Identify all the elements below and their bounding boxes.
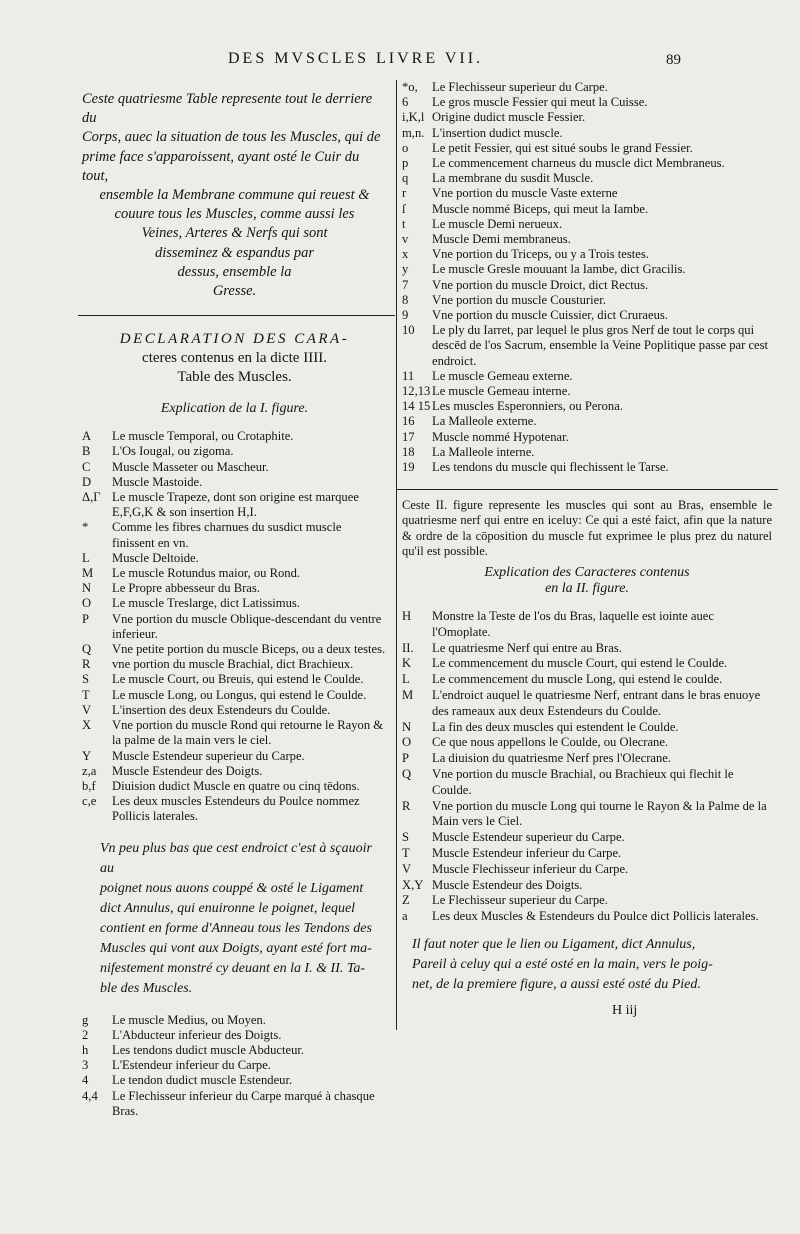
legend-key: 17	[402, 429, 415, 444]
legend-key: O	[402, 735, 412, 750]
legend-text: Le muscle Gemeau externe.	[432, 368, 573, 383]
right-column	[402, 80, 772, 995]
legend-text: Muscle Demi membraneus.	[432, 232, 571, 247]
legend-text: L'Os Iougal, ou zigoma.	[112, 444, 234, 459]
note-line: nifestement monstré cy deuant en la I. & II. Ta-	[100, 960, 366, 976]
legend-text: Muscle Estendeur superieur du Carpe.	[432, 830, 625, 845]
legend-entry	[402, 862, 772, 878]
legend-entry	[82, 1028, 387, 1043]
legend-entry	[402, 217, 772, 232]
legend-key: C	[82, 459, 91, 474]
legend-entry	[82, 703, 387, 718]
intro-line: Gresse.	[212, 283, 257, 300]
intro-line: prime face s'apparoissent, ayant osté le Cuir du tout,	[82, 148, 360, 184]
legend-text: Vne portion du muscle Cousturier.	[432, 292, 606, 307]
legend-key: R	[402, 798, 411, 813]
legend-text: Le muscle Gresle mouuant la Iambe, dict Gracilis.	[432, 262, 686, 277]
legend-entry	[402, 720, 772, 736]
declaration-title	[82, 330, 387, 387]
legend-key: K	[402, 656, 412, 671]
legend-key: Q	[82, 642, 92, 657]
legend-key: *	[82, 520, 89, 535]
legend-text: Le muscle Court, ou Breuis, qui estend le Coulde.	[112, 672, 364, 687]
legend-text: La membrane du susdit Muscle.	[432, 171, 594, 186]
legend-entry	[402, 262, 772, 277]
legend-entry	[402, 247, 772, 262]
intro-line: disseminez & espandus par	[154, 244, 315, 261]
legend-entry	[402, 688, 772, 720]
legend-entry	[402, 414, 772, 429]
legend-key: D	[82, 474, 92, 489]
legend-key: a	[402, 909, 408, 924]
legend-text: L'Abducteur inferieur des Doigts.	[112, 1027, 282, 1042]
legend-key: x	[402, 247, 409, 262]
legend-entry	[402, 445, 772, 460]
legend-key: M	[402, 688, 414, 703]
legend-text: Le muscle Long, ou Longus, qui estend le Coulde.	[112, 687, 367, 702]
legend-key: Δ,Γ	[82, 490, 101, 505]
legend-text: Le commencement du muscle Long, qui estend le coulde.	[432, 672, 723, 687]
legend-entry	[82, 612, 387, 642]
legend-text: Le muscle Medius, ou Moyen.	[112, 1012, 266, 1027]
legend-text: La fin des deux muscles qui estendent le Coulde.	[432, 719, 679, 734]
legend-key: 4	[82, 1073, 89, 1088]
note-line: ble des Muscles.	[100, 980, 193, 996]
table-intro	[82, 90, 387, 301]
legend-entry	[402, 878, 772, 894]
legend-key: q	[402, 171, 409, 186]
intro-line: dessus, ensemble la	[177, 263, 292, 280]
legend-entry	[402, 278, 772, 293]
legend-entry	[402, 95, 772, 110]
legend-entry	[402, 323, 772, 369]
signature-mark: H iij	[612, 1003, 638, 1018]
legend-key: 12,13	[402, 384, 431, 399]
legend-text: Le quatriesme Nerf qui entre au Bras.	[432, 640, 622, 655]
legend-text: Les deux muscles Estendeurs du Poulce nommez Pollicis laterales.	[112, 794, 360, 824]
legend-entry	[402, 767, 772, 799]
legend-key: g	[82, 1012, 89, 1027]
legend-entry	[402, 369, 772, 384]
legend-entry	[402, 751, 772, 767]
legend-text: Le muscle Treslarge, dict Latissimus.	[112, 596, 300, 611]
figure1-legend-right	[402, 80, 772, 475]
legend-key: H	[402, 609, 412, 624]
legend-text: Vne petite portion du muscle Biceps, ou a deux testes.	[112, 642, 386, 657]
legend-key: 8	[402, 292, 409, 307]
legend-key: 10	[402, 323, 415, 338]
legend-text: Les tendons du muscle qui flechissent le Tarse.	[432, 460, 669, 475]
final-note-line: net, de la premiere figure, a aussi esté osté du Pied.	[412, 977, 701, 993]
legend-text: Muscle nommé Biceps, qui meut la Iambe.	[432, 201, 649, 216]
legend-key: L	[82, 550, 90, 565]
legend-key: O	[82, 596, 92, 611]
legend-text: Le gros muscle Fessier qui meut la Cuisse.	[432, 95, 648, 110]
legend-text: L'insertion des deux Estendeurs du Coulde.	[112, 702, 331, 717]
note-line: poignet nous auons couppé & osté le Ligament	[100, 880, 364, 896]
legend-entry	[82, 779, 387, 794]
legend-text: Muscle Masseter ou Mascheur.	[112, 459, 269, 474]
legend-entry	[402, 460, 772, 475]
legend-entry	[82, 718, 387, 748]
legend-text: Le muscle Rotundus maior, ou Rond.	[112, 566, 301, 581]
legend-text: Ce que nous appellons le Coulde, ou Olecrane.	[432, 735, 669, 750]
legend-key: L	[402, 672, 410, 687]
final-note-line: Il faut noter que le lien ou Ligament, dict Annulus,	[412, 937, 696, 953]
note-line: dict Annulus, qui enuironne le poignet, lequel	[100, 900, 356, 916]
intro-line: Veines, Arteres & Nerfs qui sont	[141, 225, 328, 242]
legend-entry	[82, 566, 387, 581]
legend-key: Y	[82, 748, 92, 763]
legend-key: h	[82, 1042, 89, 1057]
legend-text: La Malleole externe.	[432, 414, 537, 429]
intro-line: Corps, auec la situation de tous les Muscles, qui de	[82, 129, 381, 146]
legend-entry	[82, 581, 387, 596]
legend-entry	[82, 551, 387, 566]
intro-line: ensemble la Membrane commune qui reuest &	[99, 187, 370, 204]
legend-key: 14 15	[402, 399, 431, 414]
legend-text: Vne portion du muscle Cuissier, dict Cruraeus.	[432, 308, 668, 323]
legend-text: Diuision dudict Muscle en quatre ou cinq tēdons.	[112, 778, 360, 793]
legend-text: Le muscle Gemeau interne.	[432, 384, 571, 399]
legend-text: Les muscles Esperonniers, ou Perona.	[432, 399, 623, 414]
legend-entry	[402, 399, 772, 414]
legend-key: Q	[402, 767, 412, 782]
legend-text: Le ply du Iarret, par lequel le plus gros Nerf de tout le corps qui descēd de l'os Sacrum, ensemble la Veine Poplitique passe par cest endroict.	[432, 323, 769, 368]
legend-key: r	[402, 186, 407, 201]
legend-key: B	[82, 444, 91, 459]
figure2-description: Ceste II. figure represente les muscles qui sont au Bras, ensemble le quatriesme nerf qui entre en iceluy: Ce qui a esté faict, afin que la nature & ordre de la cōposition du muscle fut exprimee le plus prez du naturel qu'il est possible.	[402, 498, 772, 558]
legend-entry	[82, 444, 387, 459]
legend-entry	[82, 688, 387, 703]
legend-text: Muscle Deltoide.	[112, 550, 199, 565]
ligament-note	[100, 839, 387, 999]
note-line: Muscles qui vont aux Doigts, ayant esté fort ma-	[100, 940, 372, 956]
legend-text: Muscle Mastoide.	[112, 474, 203, 489]
legend-key: 3	[82, 1058, 89, 1073]
legend-entry	[402, 830, 772, 846]
running-title: DES MVSCLES LIVRE VII.	[228, 50, 484, 67]
legend-text: Origine dudict muscle Fessier.	[432, 110, 586, 125]
figure2-subtitle	[402, 565, 772, 597]
legend-text: Muscle Flechisseur inferieur du Carpe.	[432, 861, 629, 876]
legend-text: Le muscle Trapeze, dont son origine est marquee E,F,G,K & son insertion H,I.	[112, 490, 359, 520]
legend-entry	[82, 657, 387, 672]
legend-key: P	[402, 751, 410, 766]
legend-text: L'Estendeur inferieur du Carpe.	[112, 1058, 271, 1073]
legend-key: S	[402, 830, 410, 845]
legend-key: v	[402, 232, 409, 247]
legend-key: z,a	[82, 763, 97, 778]
legend-key: c,e	[82, 794, 97, 809]
legend-key: N	[402, 719, 412, 734]
legend-entry	[82, 642, 387, 657]
legend-entry	[402, 141, 772, 156]
declaration-title-line: DECLARATION DES CARA-	[119, 331, 350, 348]
legend-entry	[402, 293, 772, 308]
legend-key: II.	[402, 640, 414, 655]
legend-entry	[402, 171, 772, 186]
legend-text: Comme les fibres charnues du susdict muscle finissent en vn.	[112, 520, 342, 550]
legend-entry	[402, 846, 772, 862]
column-divider	[396, 80, 397, 1030]
legend-text: Le commencement charneus du muscle dict Membraneus.	[432, 156, 725, 171]
legend-key: 16	[402, 414, 415, 429]
legend-text: Les tendons dudict muscle Abducteur.	[112, 1042, 305, 1057]
legend-entry	[82, 1058, 387, 1073]
legend-key: N	[82, 581, 92, 596]
legend-text: Vne portion du muscle Droict, dict Rectus.	[432, 277, 649, 292]
legend-entry	[82, 1043, 387, 1058]
intro-line: couure tous les Muscles, comme aussi les	[114, 206, 355, 223]
legend-key: 6	[402, 95, 409, 110]
section-rule	[396, 489, 778, 490]
legend-text: Le petit Fessier, qui est situé soubs le grand Fessier.	[432, 140, 693, 155]
legend-text: Le muscle Temporal, ou Crotaphite.	[112, 429, 294, 444]
legend-entry	[402, 186, 772, 201]
legend-key: i,K,l	[402, 110, 425, 125]
legend-key: 7	[402, 277, 409, 292]
figure2-subtitle-line: en la II. figure.	[545, 581, 629, 597]
legend-key: b,f	[82, 778, 96, 793]
declaration-title-line: cteres contenus en la dicte IIII.	[142, 350, 327, 367]
intro-line: Ceste quatriesme Table represente tout le derriere du	[82, 91, 373, 127]
legend-key: X,Y	[402, 877, 424, 892]
legend-entry	[402, 909, 772, 925]
legend-entry	[82, 764, 387, 779]
legend-key: 18	[402, 444, 415, 459]
figure2-legend	[402, 609, 772, 925]
legend-text: Le Propre abbesseur du Bras.	[112, 581, 260, 596]
legend-key: T	[402, 846, 410, 861]
legend-text: L'endroict auquel le quatriesme Nerf, entrant dans le bras enuoye des rameaux aux deux Estendeurs du Coulde.	[432, 688, 761, 718]
legend-entry	[402, 80, 772, 95]
legend-text: Muscle Estendeur des Doigts.	[432, 877, 583, 892]
legend-key: 11	[402, 368, 415, 383]
legend-entry	[402, 110, 772, 125]
legend-entry	[402, 202, 772, 217]
legend-text: Vne portion du Triceps, ou y a Trois testes.	[432, 247, 649, 262]
legend-entry	[402, 156, 772, 171]
legend-key: M	[82, 566, 94, 581]
legend-entry	[402, 384, 772, 399]
legend-key: t	[402, 216, 406, 231]
section-rule	[78, 315, 395, 316]
legend-key: *o,	[402, 80, 418, 94]
legend-entry	[402, 656, 772, 672]
legend-key: R	[82, 657, 91, 672]
page-number: 89	[666, 52, 681, 68]
page-header	[0, 50, 800, 74]
legend-text: Le commencement du muscle Court, qui estend le Coulde.	[432, 656, 728, 671]
legend-key: V	[82, 702, 92, 717]
legend-key: A	[82, 429, 92, 444]
final-note	[412, 935, 772, 995]
legend-key: P	[82, 611, 90, 626]
legend-text: Vne portion du muscle Vaste externe	[432, 186, 618, 201]
legend-entry	[82, 749, 387, 764]
legend-entry	[402, 430, 772, 445]
legend-entry	[82, 1089, 387, 1119]
legend-key: m,n.	[402, 125, 425, 140]
legend-text: Muscle Estendeur des Doigts.	[112, 763, 263, 778]
legend-text: Muscle nommé Hypotenar.	[432, 429, 569, 444]
legend-entry	[82, 429, 387, 444]
legend-entry	[402, 126, 772, 141]
legend-key: X	[82, 718, 92, 733]
legend-entry	[82, 794, 387, 824]
legend-entry	[82, 460, 387, 475]
legend-text: Monstre la Teste de l'os du Bras, laquelle est iointe auec l'Omoplate.	[432, 609, 714, 639]
legend-entry	[402, 308, 772, 323]
legend-text: La diuision du quatriesme Nerf pres l'Olecrane.	[432, 751, 672, 766]
legend-text: Le Flechisseur inferieur du Carpe marqué à chasque Bras.	[112, 1088, 375, 1118]
figure2-subtitle-line: Explication des Caracteres contenus	[484, 565, 690, 581]
declaration-title-line: Table des Muscles.	[177, 369, 292, 386]
legend-key: 9	[402, 308, 409, 323]
legend-key: ſ	[402, 201, 406, 216]
legend-entry	[82, 520, 387, 550]
legend-text: La Malleole interne.	[432, 444, 535, 459]
legend-entry	[402, 893, 772, 909]
legend-text: Le Flechisseur superieur du Carpe.	[432, 893, 608, 908]
legend-text: Vne portion du muscle Oblique-descendant du ventre inferieur.	[112, 611, 382, 641]
legend-text: Le muscle Demi nerueux.	[432, 216, 563, 231]
legend-text: Le tendon dudict muscle Estendeur.	[112, 1073, 293, 1088]
legend-key: V	[402, 861, 412, 876]
legend-entry	[82, 490, 387, 520]
legend-key: y	[402, 262, 409, 277]
figure1-subtitle: Explication de la I. figure.	[160, 401, 309, 417]
legend-entry	[82, 672, 387, 687]
legend-key: o	[402, 140, 409, 155]
legend-entry	[82, 475, 387, 490]
legend-key: Z	[402, 893, 410, 908]
legend-text: L'insertion dudict muscle.	[432, 125, 563, 140]
left-column	[82, 80, 387, 1119]
legend-key: p	[402, 156, 409, 171]
legend-key: 19	[402, 460, 415, 475]
legend-key: S	[82, 672, 90, 687]
legend-entry	[402, 735, 772, 751]
final-note-line: Pareil à celuy qui a esté osté en la main, vers le poig-	[412, 957, 713, 973]
note-line: contient en forme d'Anneau tous les Tendons des	[100, 920, 372, 936]
legend-key: 4,4	[82, 1088, 98, 1103]
legend-entry	[82, 1073, 387, 1088]
legend-text: Muscle Estendeur superieur du Carpe.	[112, 748, 305, 763]
legend-text: Le Flechisseur superieur du Carpe.	[432, 80, 608, 94]
legend-text: Muscle Estendeur inferieur du Carpe.	[432, 846, 622, 861]
legend-entry	[402, 641, 772, 657]
legend-entry	[82, 596, 387, 611]
legend-entry	[82, 1013, 387, 1028]
legend-key: 2	[82, 1027, 89, 1042]
legend-key: T	[82, 687, 90, 702]
figure1-legend-continued	[82, 1013, 387, 1119]
legend-entry	[402, 232, 772, 247]
legend-text: Les deux Muscles & Estendeurs du Poulce dict Pollicis laterales.	[432, 909, 759, 924]
figure1-legend	[82, 429, 387, 824]
legend-entry	[402, 672, 772, 688]
legend-text: Vne portion du muscle Rond qui retourne le Rayon & la palme de la main vers le ciel.	[112, 718, 384, 748]
legend-entry	[402, 799, 772, 831]
legend-entry	[402, 609, 772, 641]
legend-text: Vne portion du muscle Long qui tourne le Rayon & la Palme de la Main vers le Ciel.	[432, 798, 767, 829]
legend-text: Vne portion du muscle Brachial, ou Brachieux qui flechit le Coulde.	[432, 767, 734, 797]
note-line: Vn peu plus bas que cest endroict c'est à sçauoir au	[100, 840, 372, 876]
legend-text: vne portion du muscle Brachial, dict Brachieux.	[112, 657, 354, 672]
